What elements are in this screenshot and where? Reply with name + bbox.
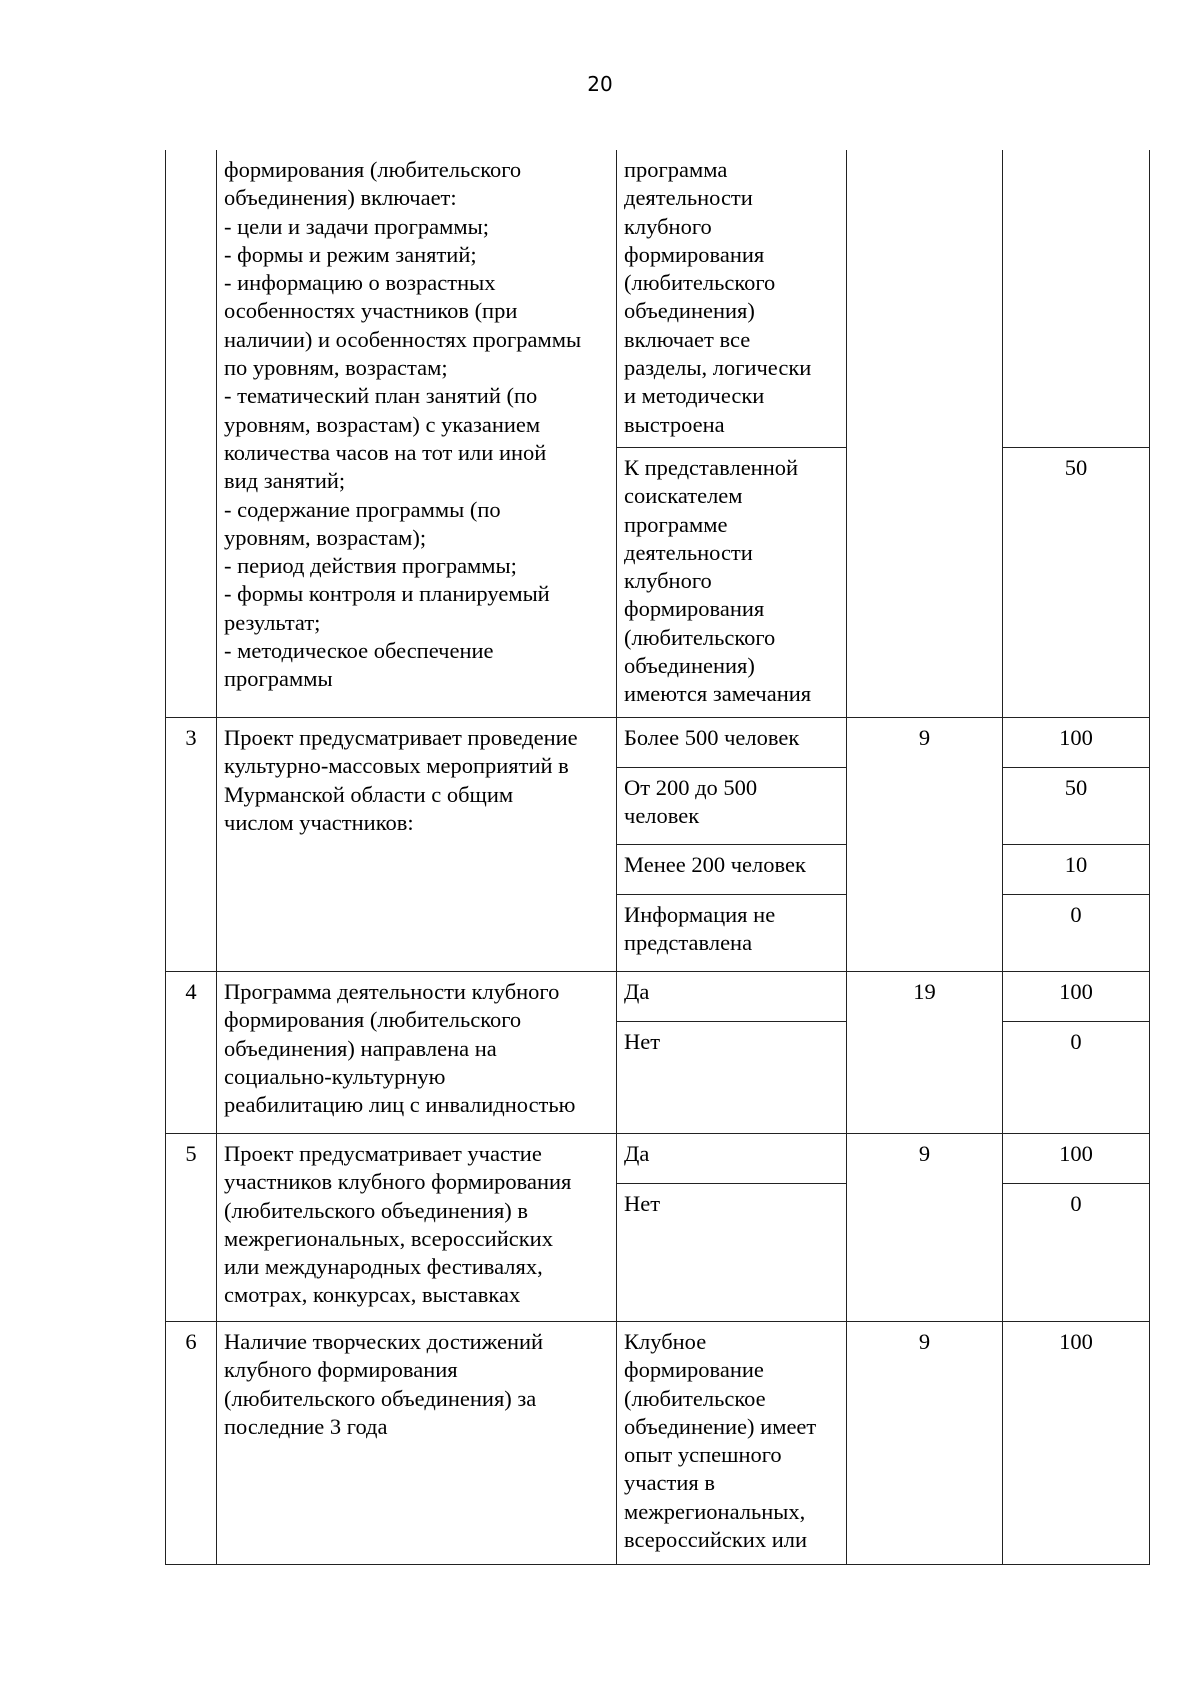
page-number: 20 xyxy=(587,72,613,96)
row-number: 5 xyxy=(166,1133,217,1321)
text-line: - цели и задачи программы; xyxy=(224,213,489,239)
text-line: Да xyxy=(624,1140,650,1166)
text-line: Нет xyxy=(624,1028,661,1054)
text-line: последние 3 года xyxy=(224,1413,388,1439)
text-line: - период действия программы; xyxy=(224,553,517,579)
text-line: Наличие творческих достижений xyxy=(224,1328,544,1354)
text-line: программе xyxy=(624,511,728,537)
text-line: культурно-массовых мероприятий в xyxy=(224,753,569,779)
text-line: Проект предусматривает проведение xyxy=(224,724,578,750)
criterion-cell xyxy=(217,150,617,717)
table-row xyxy=(166,150,1150,447)
score-cell: 50 xyxy=(1003,767,1150,844)
text-line: клубного xyxy=(624,568,712,594)
text-line: деятельности xyxy=(624,539,753,565)
text-line: Более 500 человек xyxy=(624,724,800,750)
text-line: (любительского xyxy=(624,270,776,296)
option-cell xyxy=(617,1183,847,1321)
row-number: 3 xyxy=(166,717,217,971)
text-line: формирования xyxy=(624,596,765,622)
score-cell: 0 xyxy=(1003,1183,1150,1321)
weight-cell: 9 xyxy=(847,1321,1003,1564)
criterion-cell xyxy=(217,1321,617,1564)
option-cell xyxy=(617,1021,847,1133)
criterion-cell xyxy=(217,971,617,1133)
text-line: объединения) xyxy=(624,653,755,679)
option-cell xyxy=(617,447,847,717)
text-line: смотрах, конкурсах, выставках xyxy=(224,1282,521,1308)
text-line: - информацию о возрастных xyxy=(224,270,496,296)
text-line: формирования (любительского xyxy=(224,1007,522,1033)
text-line: - содержание программы (по xyxy=(224,496,501,522)
text-line: объединения) включает: xyxy=(224,185,457,211)
text-line: наличии) и особенностях программы xyxy=(224,326,582,352)
score-cell: 100 xyxy=(1003,717,1150,767)
text-line: по уровням, возрастам; xyxy=(224,355,448,381)
text-line: формирования xyxy=(624,241,765,267)
text-line: Да xyxy=(624,978,650,1004)
option-cell xyxy=(617,971,847,1021)
text-line: От 200 до 500 xyxy=(624,774,758,800)
text-line: Мурманской области с общим xyxy=(224,781,514,807)
text-line: (любительское xyxy=(624,1385,766,1411)
text-line: Проект предусматривает участие xyxy=(224,1140,542,1166)
text-line: участников клубного формирования xyxy=(224,1169,572,1195)
text-line: социально-культурную xyxy=(224,1063,446,1089)
option-cell xyxy=(617,1133,847,1183)
score-cell: 0 xyxy=(1003,894,1150,971)
text-line: Клубное xyxy=(624,1328,707,1354)
text-line: (любительского объединения) за xyxy=(224,1385,537,1411)
text-line: Нет xyxy=(624,1190,661,1216)
score-cell: 100 xyxy=(1003,971,1150,1021)
score-cell xyxy=(1003,150,1150,447)
text-line: особенностях участников (при xyxy=(224,298,518,324)
text-line: реабилитацию лиц с инвалидностью xyxy=(224,1092,576,1118)
criteria-table-body xyxy=(166,150,1150,1564)
criteria-table xyxy=(165,150,1150,1565)
text-line: (любительского xyxy=(624,624,776,650)
text-line: клубного xyxy=(624,213,712,239)
option-cell xyxy=(617,1321,847,1564)
criterion-cell xyxy=(217,717,617,971)
weight-cell: 9 xyxy=(847,717,1003,971)
text-line: числом участников: xyxy=(224,809,414,835)
row-number xyxy=(166,150,217,717)
text-line: (любительского объединения) в xyxy=(224,1197,529,1223)
weight-cell: 19 xyxy=(847,971,1003,1133)
weight-cell: 9 xyxy=(847,1133,1003,1321)
text-line: разделы, логически xyxy=(624,355,812,381)
text-line: уровням, возрастам) с указанием xyxy=(224,411,541,437)
row-number: 4 xyxy=(166,971,217,1133)
text-line: межрегиональных, xyxy=(624,1498,806,1524)
text-line: участия в xyxy=(624,1470,716,1496)
criterion-cell xyxy=(217,1133,617,1321)
text-line: клубного формирования xyxy=(224,1357,458,1383)
score-cell: 0 xyxy=(1003,1021,1150,1133)
text-line: межрегиональных, всероссийских xyxy=(224,1225,553,1251)
text-line: всероссийских или xyxy=(624,1527,807,1553)
text-line: человек xyxy=(624,803,700,829)
text-line: программа xyxy=(624,157,728,182)
text-line: или международных фестивалях, xyxy=(224,1254,543,1280)
text-line: - методическое обеспечение xyxy=(224,638,494,664)
score-cell: 50 xyxy=(1003,447,1150,717)
text-line: количества часов на тот или иной xyxy=(224,439,547,465)
text-line: объединения) xyxy=(624,298,755,324)
text-line: результат; xyxy=(224,609,321,635)
text-line: - формы и режим занятий; xyxy=(224,241,477,267)
text-line: Менее 200 человек xyxy=(624,851,806,877)
row-number: 6 xyxy=(166,1321,217,1564)
text-line: формирование xyxy=(624,1357,764,1383)
table-row xyxy=(166,1321,1150,1564)
text-line: - формы контроля и планируемый xyxy=(224,581,550,607)
text-line: опыт успешного xyxy=(624,1442,782,1468)
text-line: и методически xyxy=(624,383,765,409)
text-line: объединения) направлена на xyxy=(224,1035,497,1061)
weight-cell xyxy=(847,150,1003,717)
text-line: имеются замечания xyxy=(624,681,812,707)
option-cell xyxy=(617,717,847,767)
text-line: формирования (любительского xyxy=(224,157,522,182)
score-cell: 100 xyxy=(1003,1321,1150,1564)
option-cell xyxy=(617,844,847,894)
option-cell xyxy=(617,150,847,447)
text-line: соискателем xyxy=(624,483,743,509)
score-cell: 10 xyxy=(1003,844,1150,894)
text-line: включает все xyxy=(624,326,751,352)
text-line: Информация не xyxy=(624,901,776,927)
text-line: программы xyxy=(224,666,333,692)
text-line: вид занятий; xyxy=(224,468,346,494)
text-line: деятельности xyxy=(624,185,753,211)
text-line: выстроена xyxy=(624,411,725,437)
score-cell: 100 xyxy=(1003,1133,1150,1183)
text-line: Программа деятельности клубного xyxy=(224,978,560,1004)
table-row xyxy=(166,1133,1150,1183)
option-cell xyxy=(617,767,847,844)
text-line: К представленной xyxy=(624,454,799,480)
text-line: уровням, возрастам); xyxy=(224,524,427,550)
table-row xyxy=(166,971,1150,1021)
text-line: объединение) имеет xyxy=(624,1413,817,1439)
text-line: - тематический план занятий (по xyxy=(224,383,538,409)
option-cell xyxy=(617,894,847,971)
table-row xyxy=(166,717,1150,767)
text-line: представлена xyxy=(624,930,753,956)
